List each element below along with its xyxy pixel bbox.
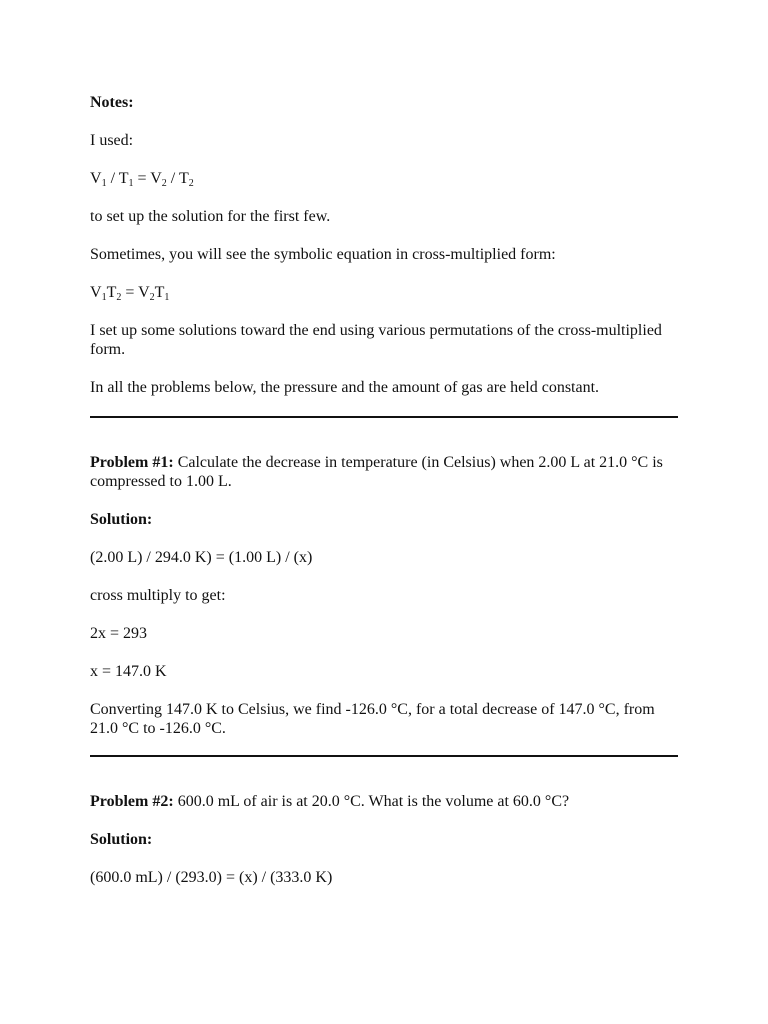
- problem-1-solution-label: Solution:: [90, 511, 153, 528]
- problem-1-label: Problem #1:: [90, 454, 174, 471]
- problem-2-line: (600.0 mL) / (293.0) = (x) / (333.0 K): [90, 869, 333, 886]
- equation-charles-law: $V_1 / T_1 = V_2 / T_2$: [90, 170, 194, 189]
- problem-2-text: 600.0 mL of air is at 20.0 °C. What is the volume at 60.0 °C?: [173, 793, 570, 810]
- problem-1-line: x = 147.0 K: [90, 663, 167, 680]
- notes-permutations-line: I set up some solutions toward the end using various permutations of the cross-multiplied form.: [90, 322, 662, 358]
- notes-constant-line: In all the problems below, the pressure and the amount of gas are held constant.: [90, 379, 600, 396]
- notes-setup-line: to set up the solution for the first few.: [90, 208, 331, 225]
- notes-heading: Notes:: [90, 94, 134, 111]
- problem-1-text: Calculate the decrease in temperature (in Celsius) when 2.00 L at 21.0 °C is compressed to 1.00 L.: [90, 454, 663, 490]
- divider-1: [90, 416, 678, 418]
- problem-1-line: cross multiply to get:: [90, 587, 226, 604]
- problem-1-line: Converting 147.0 K to Celsius, we find -126.0 °C, for a total decrease of 147.0 °C, from 21.0 °C to -126.0 °C.: [90, 701, 655, 737]
- problem-1-statement: [90, 453, 678, 491]
- problem-1-line: 2x = 293: [90, 625, 148, 642]
- divider-2: [90, 755, 678, 757]
- problem-2-label: Problem #2:: [90, 793, 174, 810]
- problem-2-solution-label: Solution:: [90, 831, 153, 848]
- problem-1-line: (2.00 L) / 294.0 K) = (1.00 L) / (x): [90, 549, 313, 566]
- document-page: [90, 93, 678, 906]
- notes-i-used: I used:: [90, 132, 134, 149]
- equation-cross-multiplied: $V_1T_2 = V_2T_1$: [90, 284, 170, 303]
- problem-2-statement: [90, 792, 678, 811]
- notes-sometimes-line: Sometimes, you will see the symbolic equation in cross-multiplied form:: [90, 246, 556, 263]
